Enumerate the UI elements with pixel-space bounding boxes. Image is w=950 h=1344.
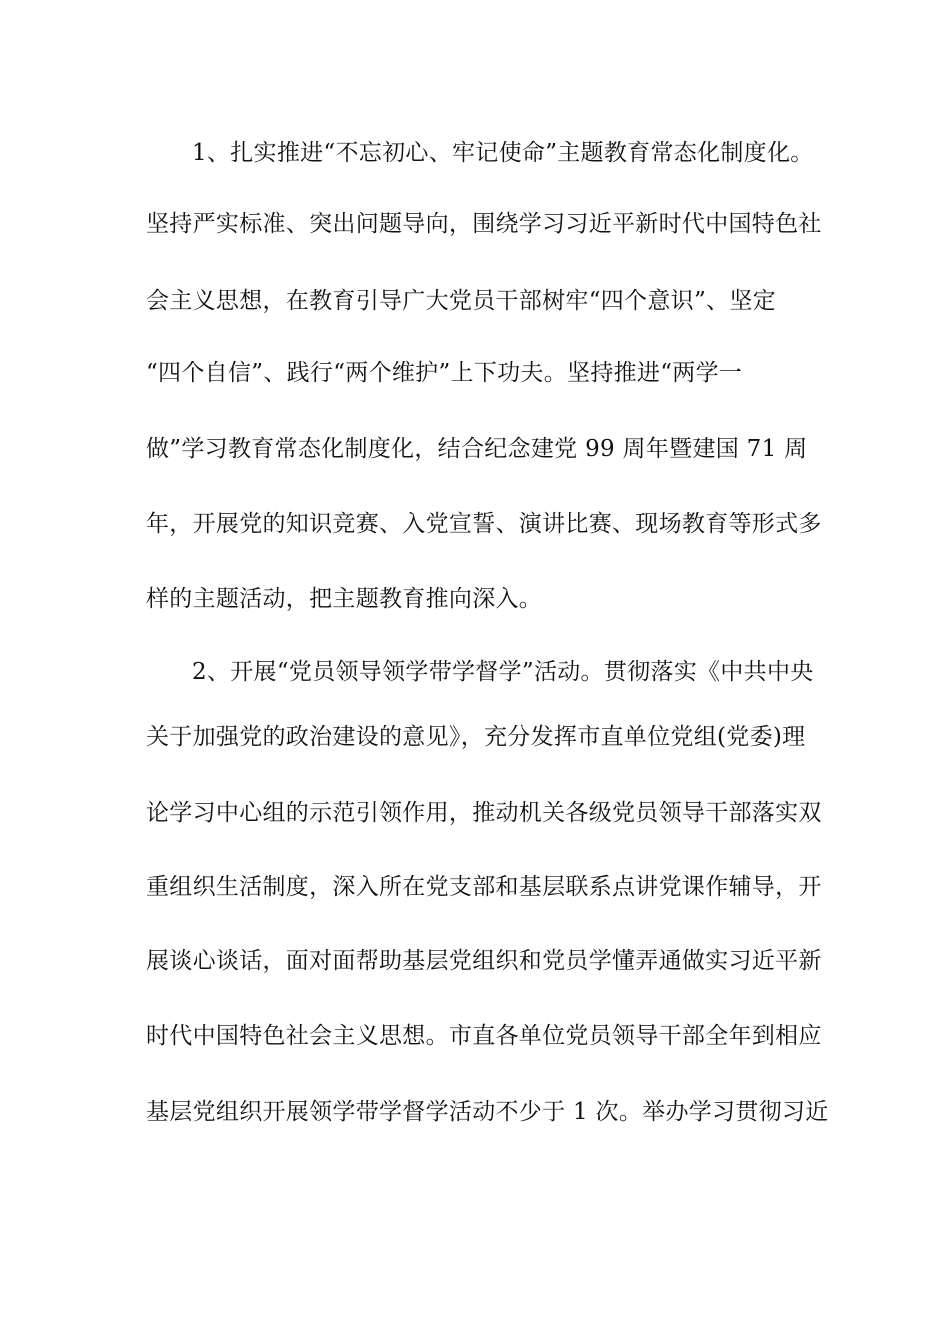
paragraph-1-line-7: 样的主题活动，把主题教育推向深入。 [146, 586, 543, 612]
paragraph-1-line-2: 坚持严实标准、突出问题导向，围绕学习习近平新时代中国特色社 [146, 211, 822, 237]
paragraph-2-line-3: 论学习中心组的示范引领作用，推动机关各级党员领导干部落实双 [146, 800, 822, 826]
paragraph-1-line-6: 年，开展党的知识竞赛、入党宣誓、演讲比赛、现场教育等形式多 [146, 511, 822, 537]
paragraph-1-line-3: 会主义思想，在教育引导广大党员干部树牢“四个意识”、坚定 [146, 288, 776, 314]
paragraph-2-line-2: 关于加强党的政治建设的意见》，充分发挥市直单位党组(党委)理 [146, 724, 806, 750]
paragraph-2-line-6: 时代中国特色社会主义思想。市直各单位党员领导干部全年到相应 [146, 1023, 822, 1049]
paragraph-2-line-5: 展谈心谈话，面对面帮助基层党组织和党员学懂弄通做实习近平新 [146, 948, 822, 974]
paragraph-2-line-4: 重组织生活制度，深入所在党支部和基层联系点讲党课作辅导，开 [146, 874, 822, 900]
paragraph-1-line-5: 做”学习教育常态化制度化，结合纪念建党 99 周年暨建国 71 周 [146, 436, 808, 462]
paragraph-2-line-7: 基层党组织开展领学带学督学活动不少于 1 次。举办学习贯彻习近 [146, 1099, 829, 1125]
paragraph-2-line-1: 2、开展“党员领导领学带学督学”活动。贯彻落实《中共中央 [192, 659, 814, 685]
paragraph-1-line-1: 1、扎实推进“不忘初心、牢记使命”主题教育常态化制度化。 [192, 140, 814, 166]
paragraph-1-line-4: “四个自信”、践行“两个维护”上下功夫。坚持推进“两学一 [146, 360, 743, 386]
